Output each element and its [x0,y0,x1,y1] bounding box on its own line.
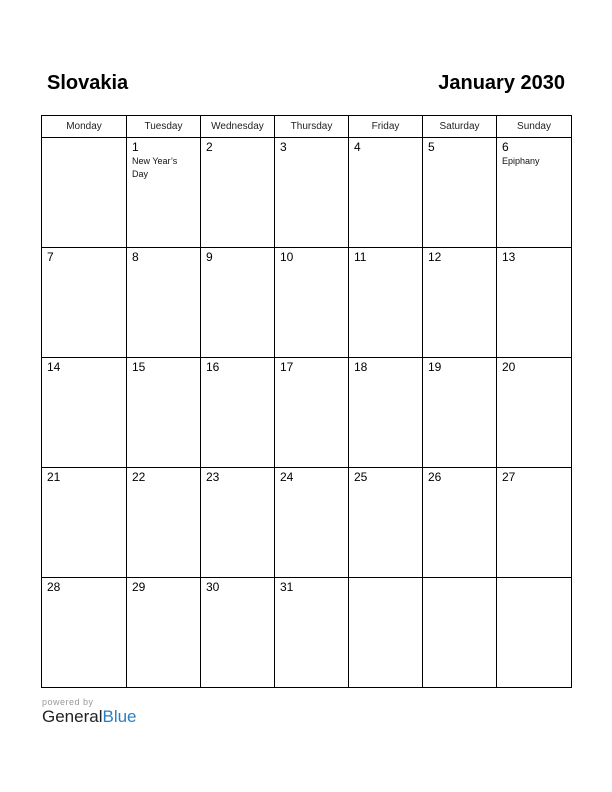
day-cell [275,248,349,358]
day-number: 27 [502,470,516,484]
day-cell [201,578,275,688]
day-cell [275,578,349,688]
day-number: 2 [206,140,213,154]
day-number: 31 [280,580,294,594]
day-number: 14 [47,360,61,374]
day-cell [201,248,275,358]
day-number: 18 [354,360,368,374]
powered-by-label: powered by [42,697,94,707]
day-cell [201,468,275,578]
day-cell [349,578,423,688]
day-number: 7 [47,250,54,264]
day-cell [42,248,127,358]
generalblue-logo[interactable] [42,707,137,727]
day-cell [275,468,349,578]
day-cell [497,358,572,468]
day-cell [275,358,349,468]
day-cell [201,138,275,248]
brand-general: General [42,707,103,726]
day-number: 21 [47,470,61,484]
day-number: 11 [354,250,367,264]
calendar-grid [41,115,572,688]
weekday-header: Monday [42,116,127,138]
week-row [42,468,572,578]
day-number: 22 [132,470,146,484]
day-cell [423,248,497,358]
day-number: 29 [132,580,146,594]
day-cell [349,358,423,468]
day-cell [127,248,201,358]
day-number: 26 [428,470,442,484]
day-cell [127,468,201,578]
holiday-label: New Year’s Day [132,156,178,179]
day-number: 19 [428,360,442,374]
day-number: 30 [206,580,220,594]
day-number: 13 [502,250,516,264]
day-cell [127,578,201,688]
day-cell [423,138,497,248]
day-number: 6 [502,140,509,154]
day-number: 12 [428,250,442,264]
day-cell [42,138,127,248]
weekday-header: Tuesday [127,116,201,138]
brand-blue: Blue [102,707,137,726]
day-number: 9 [206,250,213,264]
weekday-header: Friday [349,116,423,138]
day-cell [349,468,423,578]
day-cell [497,138,572,248]
day-number: 25 [354,470,368,484]
day-number: 17 [280,360,294,374]
day-cell [42,578,127,688]
day-number: 4 [354,140,361,154]
week-row [42,248,572,358]
day-cell [127,138,201,248]
day-cell [423,578,497,688]
day-cell [497,578,572,688]
day-cell [275,138,349,248]
weekday-header-row [42,116,572,138]
month-title: January 2030 [438,72,565,94]
day-number: 16 [206,360,220,374]
day-number: 20 [502,360,516,374]
day-number: 15 [132,360,146,374]
day-number: 28 [47,580,61,594]
day-cell [423,468,497,578]
day-number: 8 [132,250,139,264]
day-cell [423,358,497,468]
day-cell [497,248,572,358]
day-number: 23 [206,470,220,484]
day-cell [349,138,423,248]
weekday-header: Wednesday [201,116,275,138]
week-row [42,578,572,688]
weekday-header: Saturday [423,116,497,138]
day-cell [127,358,201,468]
day-cell [349,248,423,358]
country-title: Slovakia [47,72,129,94]
day-cell [42,468,127,578]
holiday-label: Epiphany [502,156,540,166]
day-cell [497,468,572,578]
day-number: 10 [280,250,294,264]
day-number: 1 [132,140,139,154]
day-cell [42,358,127,468]
week-row [42,358,572,468]
week-row [42,138,572,248]
day-number: 24 [280,470,294,484]
day-number: 3 [280,140,287,154]
day-number: 5 [428,140,435,154]
weekday-header: Thursday [275,116,349,138]
weekday-header: Sunday [497,116,572,138]
day-cell [201,358,275,468]
